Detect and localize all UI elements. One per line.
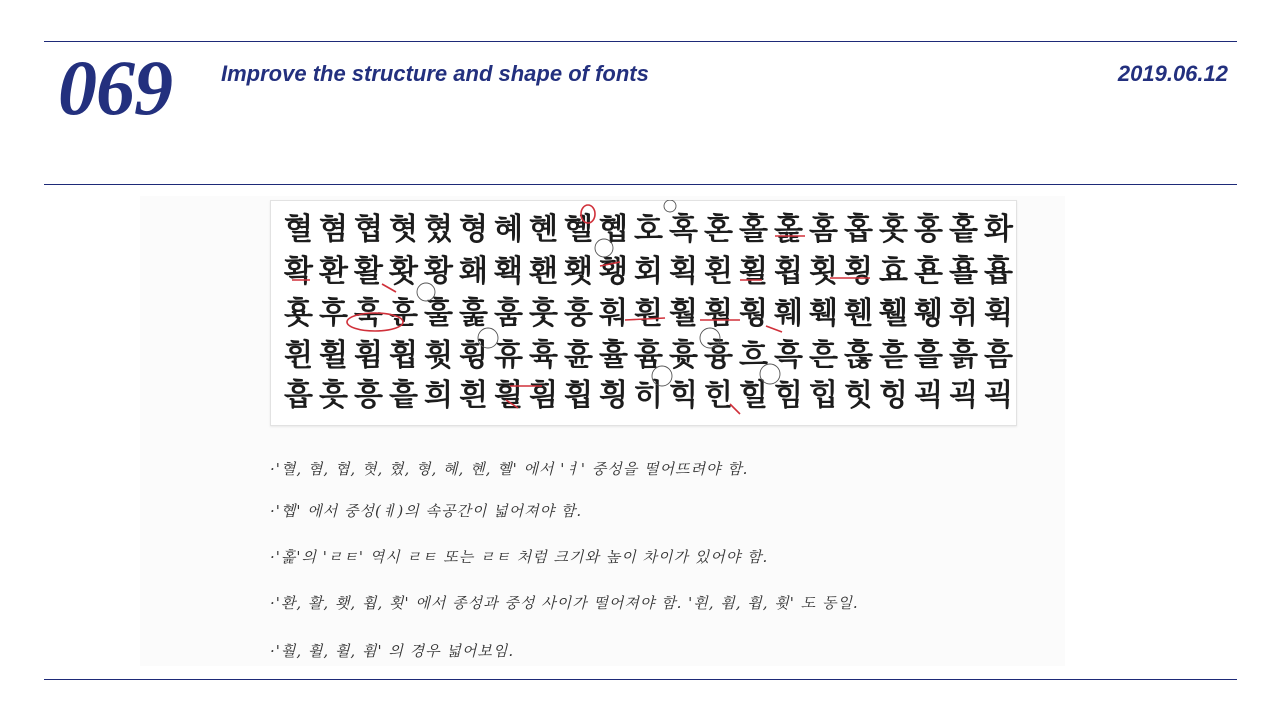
glyph: 휑: [914, 296, 943, 331]
glyph: 괵: [984, 378, 1013, 413]
glyph: 훌: [424, 296, 453, 331]
glyph: 횡: [844, 254, 873, 289]
glyph: 흘: [914, 338, 943, 373]
note-line: ·'혈, 혐, 협, 혓, 혔, 형, 혜, 혠, 혤' 에서 'ㅕ' 중성을 떨어뜨려야 함.: [270, 460, 749, 478]
glyph: 힙: [809, 378, 838, 413]
glyph: 휘: [949, 296, 978, 331]
glyph: 화: [984, 212, 1013, 247]
glyph: 홰: [459, 254, 488, 289]
issue-number: 069: [58, 44, 172, 131]
glyph: 홈: [809, 212, 838, 247]
glyph: 혭: [599, 212, 628, 247]
glyph: 훽: [809, 296, 838, 331]
glyph: 훵: [739, 296, 768, 331]
glyph: 홅: [774, 212, 803, 247]
glyph: 흐: [739, 338, 768, 373]
header-divider: [44, 184, 1237, 185]
note-line: ·'훨, 휠, 휠, 휨' 의 경우 넓어보임.: [270, 642, 515, 660]
glyph-sheet: [270, 200, 1017, 426]
glyph: 휨: [354, 338, 383, 373]
glyph: 호: [634, 212, 663, 247]
glyph: 훤: [634, 296, 663, 331]
glyph: 흩: [389, 378, 418, 413]
glyph-row: [281, 335, 1016, 377]
glyph: 횹: [984, 254, 1013, 289]
glyph: 훙: [564, 296, 593, 331]
glyph: 환: [319, 254, 348, 289]
glyph: 힉: [669, 378, 698, 413]
glyph: 후: [319, 296, 348, 331]
glyph: 활: [354, 254, 383, 289]
glyph: 횰: [949, 254, 978, 289]
glyph: 횬: [914, 254, 943, 289]
glyph: 훗: [529, 296, 558, 331]
page-date: 2019.06.12: [1117, 61, 1228, 86]
glyph: 홧: [389, 254, 418, 289]
bottom-rule: [44, 679, 1237, 680]
glyph: 횟: [809, 254, 838, 289]
glyph: 훠: [599, 296, 628, 331]
glyph: 횻: [284, 296, 313, 331]
glyph: 괵: [949, 378, 978, 413]
note-line: ·'홅'의 'ㄹㅌ' 역시 ㄹㅌ 또는 ㄹㅌ 처럼 크기와 높이 차이가 있어야 함.: [270, 548, 769, 566]
glyph: 형: [459, 212, 488, 247]
glyph: 히: [634, 378, 663, 413]
glyph: 흑: [774, 338, 803, 373]
glyph: 획: [669, 254, 698, 289]
glyph: 흰: [459, 378, 488, 413]
glyph: 훼: [774, 296, 803, 331]
glyph: 흖: [844, 338, 873, 373]
glyph-row: [281, 293, 1016, 335]
glyph: 혈: [284, 212, 313, 247]
glyph: 횐: [704, 254, 733, 289]
glyph: 괵: [914, 378, 943, 413]
glyph: 힛: [844, 378, 873, 413]
glyph: 훑: [459, 296, 488, 331]
glyph: 혔: [424, 212, 453, 247]
glyph: 훅: [354, 296, 383, 331]
glyph: 힐: [739, 378, 768, 413]
glyph: 흼: [529, 378, 558, 413]
glyph: 휫: [424, 338, 453, 373]
glyph-row: [281, 209, 1016, 251]
glyph: 홍: [914, 212, 943, 247]
glyph: 훰: [704, 296, 733, 331]
glyph: 효: [879, 254, 908, 289]
glyph: 희: [424, 378, 453, 413]
glyph: 협: [354, 212, 383, 247]
glyph: 홋: [879, 212, 908, 247]
glyph: 흔: [809, 338, 838, 373]
glyph: 휭: [459, 338, 488, 373]
glyph: 흣: [319, 378, 348, 413]
glyph: 홉: [844, 212, 873, 247]
glyph: 훈: [389, 296, 418, 331]
glyph: 혤: [564, 212, 593, 247]
glyph-row: [281, 375, 1016, 417]
glyph: 휠: [319, 338, 348, 373]
glyph: 휵: [529, 338, 558, 373]
glyph: 휩: [389, 338, 418, 373]
glyph: 흇: [669, 338, 698, 373]
glyph: 훨: [669, 296, 698, 331]
glyph: 홱: [494, 254, 523, 289]
glyph: 힁: [599, 378, 628, 413]
glyph: 훔: [494, 296, 523, 331]
glyph: 횃: [564, 254, 593, 289]
glyph: 확: [284, 254, 313, 289]
glyph: 횝: [774, 254, 803, 289]
glyph: 회: [634, 254, 663, 289]
glyph: 흄: [634, 338, 663, 373]
glyph: 황: [424, 254, 453, 289]
glyph: 흉: [704, 338, 733, 373]
page-title: Improve the structure and shape of fonts: [221, 61, 649, 86]
glyph: 혜: [494, 212, 523, 247]
note-line: ·'혭' 에서 중성(ㅖ)의 속공간이 넓어져야 함.: [270, 502, 583, 520]
glyph: 흴: [494, 378, 523, 413]
glyph: 흡: [284, 378, 313, 413]
glyph: 흗: [879, 338, 908, 373]
glyph: 횔: [739, 254, 768, 289]
glyph: 휸: [564, 338, 593, 373]
glyph: 휀: [844, 296, 873, 331]
glyph: 힝: [879, 378, 908, 413]
glyph: 혼: [704, 212, 733, 247]
glyph: 홴: [529, 254, 558, 289]
glyph: 횅: [599, 254, 628, 289]
glyph: 흠: [984, 338, 1013, 373]
glyph: 힌: [704, 378, 733, 413]
glyph: 휴: [494, 338, 523, 373]
glyph: 혓: [389, 212, 418, 247]
glyph: 홑: [949, 212, 978, 247]
glyph: 힘: [774, 378, 803, 413]
note-line: ·'환, 활, 횃, 횝, 횟' 에서 종성과 중성 사이가 떨어져야 함. '휜, 휨, 휩, 휫' 도 동일.: [270, 594, 859, 612]
glyph: 홀: [739, 212, 768, 247]
glyph: 흽: [564, 378, 593, 413]
glyph: 흙: [949, 338, 978, 373]
glyph: 휄: [879, 296, 908, 331]
glyph: 휙: [984, 296, 1013, 331]
glyph: 혹: [669, 212, 698, 247]
glyph: 휜: [284, 338, 313, 373]
top-rule: [44, 41, 1237, 42]
glyph: 혠: [529, 212, 558, 247]
glyph: 흥: [354, 378, 383, 413]
glyph-row: [281, 251, 1016, 293]
glyph: 혐: [319, 212, 348, 247]
glyph: 휼: [599, 338, 628, 373]
